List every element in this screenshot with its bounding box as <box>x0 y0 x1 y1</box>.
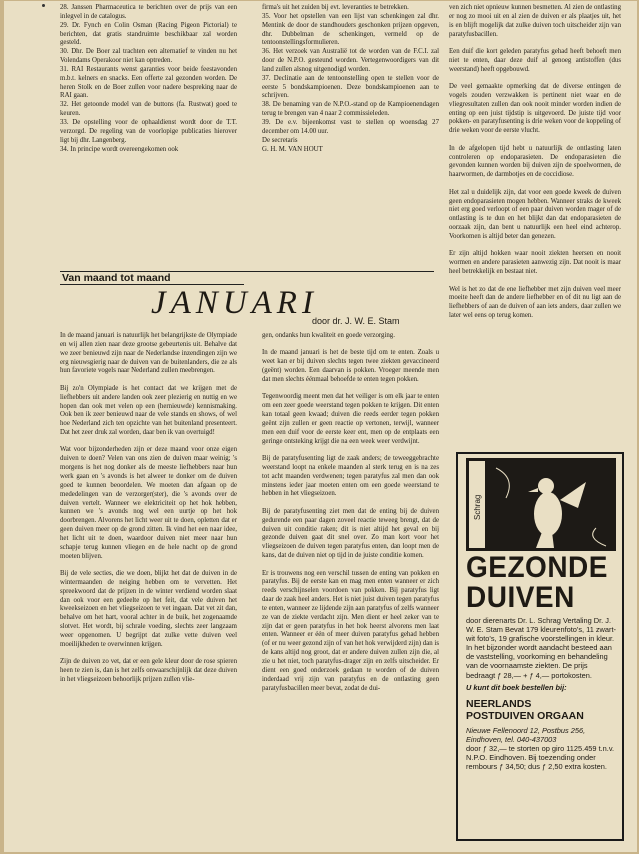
paragraph: Bij de vele secties, die we doen, blijkt het dat de duiven in de wintermaanden de neiging hebben om te vervetten. Het spreekwoord dat de prijzen in de winter verdiend worden slaat dan ook voor een gedeelte op het feit, dat vele duiven het kweekseizoen en het vliegseizoen te vet ingaan. Dat vet zit dan, behalve om het hart, vooral achter in de buik, het zogenaamde slotvet. Het wordt, bij schrale voeding, slechts zeer langzaam weer opgenomen. U begrijpt dat zulke vette duiven veel moeilijkheden te overwinnen krijgen. <box>60 570 237 648</box>
article-column-left <box>60 332 237 693</box>
paragraph: In de maand januari is natuurlijk het belangrijkste de Olympiade en wij allen zien naar deze grootse gebeurtenis uit. Behalve dat we zeer benieuwd zijn naar de Nederlandse inzendingen zijn we erg nieuwsgierig naar de duiven van de buitenlanders, die ze als hun favoriete vogels naar Nederland zullen meebrengen. <box>60 332 237 375</box>
section-heading: Van maand tot maand <box>62 272 171 284</box>
book-advertisement <box>456 452 624 841</box>
page-speck <box>42 4 45 7</box>
minutes-item: 30. Dhr. De Boer zal trachten een alternatief te vinden nu het Volendams Operakoor niet kan optreden. <box>60 48 237 65</box>
ad-description: door dierenarts Dr. L. Schrag Vertaling Dr. J. W. E. Stam Bevat 179 kleurenfoto's, 11 zwart-wit foto's, 19 grafische voorstellingen in kleur. In het bijzonder wordt aandacht besteed aan de vaststelling, voorkoming en behandeling van de voornaamste ziekten. De prijs bedraagt ƒ 28,— + ƒ 4,— portokosten. <box>466 616 616 680</box>
paragraph: Wat voor bijzonderheden zijn er deze maand voor onze eigen duiven te doen? Velen van ons zien de duiven maar weinig; 's morgens is het nog donker als de meeste liefhebbers naar hun werk gaan en 's avonds is het alweer te donker om de duiven goed te kunnen beoordelen. We moeten dan afgaan op de mededelingen van de verzorger(ster), die 's avonds over de duiven vertelt. Wanneer we elektriciteit op het hok hebben, kunnen we 's avonds nog wel een uurtje op het hok doorbrengen. Alvorens het licht weer uit te doen, opletten dat er geen duiven meer op de grond zitten. Ik vind het een naar idee, het licht uit te doen, waardoor duiven niet meer naar hun schapje terug kunnen vliegen en de hele nacht op de grond moeten blijven. <box>60 446 237 560</box>
ad-title-line1: GEZONDE <box>466 550 608 584</box>
ad-order-note: U kunt dit boek bestellen bij: <box>466 682 567 692</box>
minutes-item: 36. Het verzoek van Australië tot de worden van de F.C.I. zal door de N.P.O. gesteund worden. Vertegenwoordigers van dit land zullen alsnog uitgenodigd worden. <box>262 48 439 73</box>
secretary-label: De secretaris <box>262 136 298 144</box>
paragraph: gen, ondanks hun kwaliteit en goede verzorging. <box>262 332 395 339</box>
minutes-item: 34. In principe wordt overeengekomen ook <box>60 145 179 153</box>
ad-org-name <box>466 698 616 722</box>
minutes-item: 32. Het getoonde model van de buttons (fa. Rustwat) goed te keuren. <box>60 101 237 118</box>
minutes-item: 29. Dr. Fynch en Colin Osman (Racing Pigeon Pictorial) te berichten, dat gratis standruimte beschikbaar zal worden gesteld. <box>60 21 237 47</box>
secretary-name: G. H. M. VAN HOUT <box>262 145 323 153</box>
paragraph: Tegenwoordig meent men dat het veiliger is om elk jaar te enten om een zeer goede weerstand tegen pokken te krijgen. Dit enten kan totaal geen kwaad; duiven die reeds eerder tegen pokken geënt zijn zullen er geen reactie op vertonen, terwijl, wanneer men een duif voor de eerste keer ent, men op de entplaats een geringe ontsteking krijgt die na een week weer verdwijnt. <box>262 393 439 445</box>
minutes-column-left <box>60 4 237 154</box>
paragraph: Er is trouwens nog een verschil tussen de enting van pokken en paratyfus. Bij de eerste kan en mag men enten wanneer er zich reeds verschijnselen voordoen van pokken. Bij paratyfus ligt daar de zaak heel anders. Het is niet juist duiven tegen paratyfus te enten, wanneer ze lijdende zijn aan paratyfus of zelfs wanneer ze van de ziekte verdacht zijn. Men dient er heel zeker van te zijn dat er geen paratyfus in het hok heerst alvorens men laat enten. Wanneer er één of meer duiven paratyfus gehad hebben (of er nu weer gezond zijn of van het hok verwijderd zijn) dan is de kans altijd nog groot, dat er andere duiven zullen zijn die, al zie u het niet, toch paratyfus-drager zijn en zelfs uitscheider. Er dient een goed onderzoek gedaan te worden of de duiven inderdaad vrij zijn van paratyfus en de ontlasting geen paratyfusbacillen meer bevat, zodat de dui- <box>262 569 439 692</box>
minutes-item: 33. De opstelling voor de ophaaldienst wordt door de T.T. verzorgd. De regeling van de voorlopige publicaties hierover ligt bij dhr. Langenberg. <box>60 118 237 144</box>
ad-title-line2: DUIVEN <box>466 580 575 614</box>
paragraph: Zijn de duiven zo vet, dat er een gele kleur door de rose spieren heen te zien is, dan is het zelfs onwaarschijnlijk dat deze duiven in het vliegseizoen behoorlijk prijzen zullen vlie- <box>60 658 237 683</box>
paragraph: Er zijn altijd hokken waar nooit ziekten heersen en nooit wormen en andere parasieten aanwezig zijn. Dat nooit is maar heel betrekkelijk en bestaat niet. <box>449 250 621 276</box>
article-title: JANUARI <box>151 285 318 321</box>
paragraph: Bij zo'n Olympiade is het contact dat we krijgen met de liefhebbers uit andere landen ook zeer plezierig en nuttig en we hopen dan ook met velen op een (hernieuwde) kennismaking. Ook ben ik zeer benieuwd naar de vele stands en shows, of wel hoe Nederland zich ten opzichte van het buitenland presenteert. Dat het zeer druk zal worden, daar ben ik van overtuigd! <box>60 384 237 437</box>
minutes-item: 39. De e.v. bijeenkomst vast te stellen op woensdag 27 december om 14.00 uur. <box>262 118 439 135</box>
minutes-item: 38. De benaming van de N.P.O.-stand op de Kampioenendagen terug te brengen van 4 naar 2 commissieleden. <box>262 101 439 118</box>
magazine-page <box>4 1 637 852</box>
paragraph: De veel gemaakte opmerking dat de diverse entingen de vogels zouden verzwakken is pertinent niet waar en de vliegresultaten zullen dan ook nooit minder worden indien de enting op een juist tijdstip is uitgevoerd. De juiste tijd voor pokken- en paratyfusenting is drie weken voor de koppeling of drie weken voor de eerste vlucht. <box>449 83 621 135</box>
paragraph: Wel is het zo dat de ene liefhebber met zijn duiven veel meer moeite heeft dan de andere liefhebber en of dit nu ligt aan de liefhebbers of aan de duiven of aan iets anders, daar zullen we later wel eens op terug komen. <box>449 285 621 320</box>
paragraph: In de maand januari is het de beste tijd om te enten. Zoals u weet kan er bij duiven slechts tegen twee ziekten gevaccineerd (geënt) worden. Een daarvan is pokken. Vroeger meende men dat men slechts éénmaal behoefde te enten tegen pokken. <box>262 349 439 383</box>
spine-brand-text: Schrag <box>473 494 482 520</box>
article-column-right <box>449 4 621 329</box>
minutes-column-middle <box>262 4 439 154</box>
paragraph: Het zal u duidelijk zijn, dat voor een goede kweek de duiven geen endoparasieten mogen hebben. Wanneer straks de kweek niet erg goed verloopt of een paar duiven worden mager of de ontlasting is te dun en het blijkt dan dat endoparasieten de oorzaak zijn, dan bent u natuurlijk een heel eind achterop. Voorkomen is altijd beter dan genezen. <box>449 188 621 240</box>
paragraph: Een duif die kort geleden paratyfus gehad heeft behoeft men niet te enten, daar deze duif al genoeg antistoffen (dus weerstand) heeft opgebouwd. <box>449 47 621 73</box>
paragraph: Bij de paratyfusenting ziet men dat de enting bij de duiven gedurende een paar dagen zoveel reactie teweeg brengt, dat de duiven uit conditie raken; dit is niet altijd het geval en bij gezonde duiven gaat dit snel over. Zo man kort voor het vliegseizoen de duiven tegen paratyfus enten, dan loopt men de kans, dat de duiven niet op tijd in de juiste conditie komen. <box>262 507 439 560</box>
article-byline: door dr. J. W. E. Stam <box>312 316 400 326</box>
minutes-item: 31. RAI Restaurants wenst garanties voor beide feestavonden m.b.t. kelners en snacks. Een offerte zal gezonden worden. De heren Stolk en de Boer zullen voor nadere bespreking naar de RAI gaan. <box>60 65 237 100</box>
paragraph: Bij de paratyfusenting ligt de zaak anders; de teweeggebrachte weerstand loopt na enkele maanden al sterk terug en is na zes tot acht maanden verdwenen; tegen paratyfus zal men dan ook minstens ieder jaar moeten enten om een goede weerstand te hebben in het vliegseizoen. <box>262 455 439 498</box>
paragraph: In de afgelopen tijd hebt u natuurlijk de ontlasting laten controleren op endoparasieten. De endoparasieten die gevonden kunnen worden bij duiven zijn de spoelwormen, de haarwormen, de darmbotjes en de coccidiose. <box>449 144 621 179</box>
minutes-item: firma's uit het zuiden bij evt. leveranties te betrekken. <box>262 4 409 11</box>
paragraph: ven zich niet opnieuw kunnen besmetten. Al zien de ontlasting er nog zo mooi uit en al zien de duiven er als plaatjes uit, het is en blijft mogelijk dat zulke duiven toch uitscheider zijn van paratyfusbacillen. <box>449 4 621 38</box>
article-column-middle <box>262 332 439 702</box>
ad-org-line2: POSTDUIVEN ORGAAN <box>466 709 584 722</box>
minutes-item: 28. Janssen Pharmaceutica te berichten over de prijs van een inlegvel in de catalogus. <box>60 4 237 20</box>
ad-org-line1: NEERLANDS <box>466 697 532 710</box>
ad-address: Nieuwe Fellenoord 12, Postbus 256, Eindhoven, tel. 040-437003 <box>466 725 586 744</box>
minutes-item: 37. Declinatie aan de tentoonstelling open te stellen voor de eerste 5 bondskampioenen. Deze bondskampioenen aan te schrijven. <box>262 74 439 100</box>
minutes-item: 35. Voor het opstellen van een lijst van schenkingen zal dhr. Mentink de door de standhouders geschonken prijzen opgeven, dhr. Dubbelman de schenkingen, vermeld op de tentoonstellingsformulieren. <box>262 12 439 47</box>
book-cover-art <box>466 458 616 551</box>
ad-order-text: door ƒ 32,— te storten op giro 1125.459 t.n.v. N.P.O. Eindhoven. Bij toezending onder rembours ƒ 34,50; dus ƒ 2,50 extra kosten. <box>466 743 615 772</box>
